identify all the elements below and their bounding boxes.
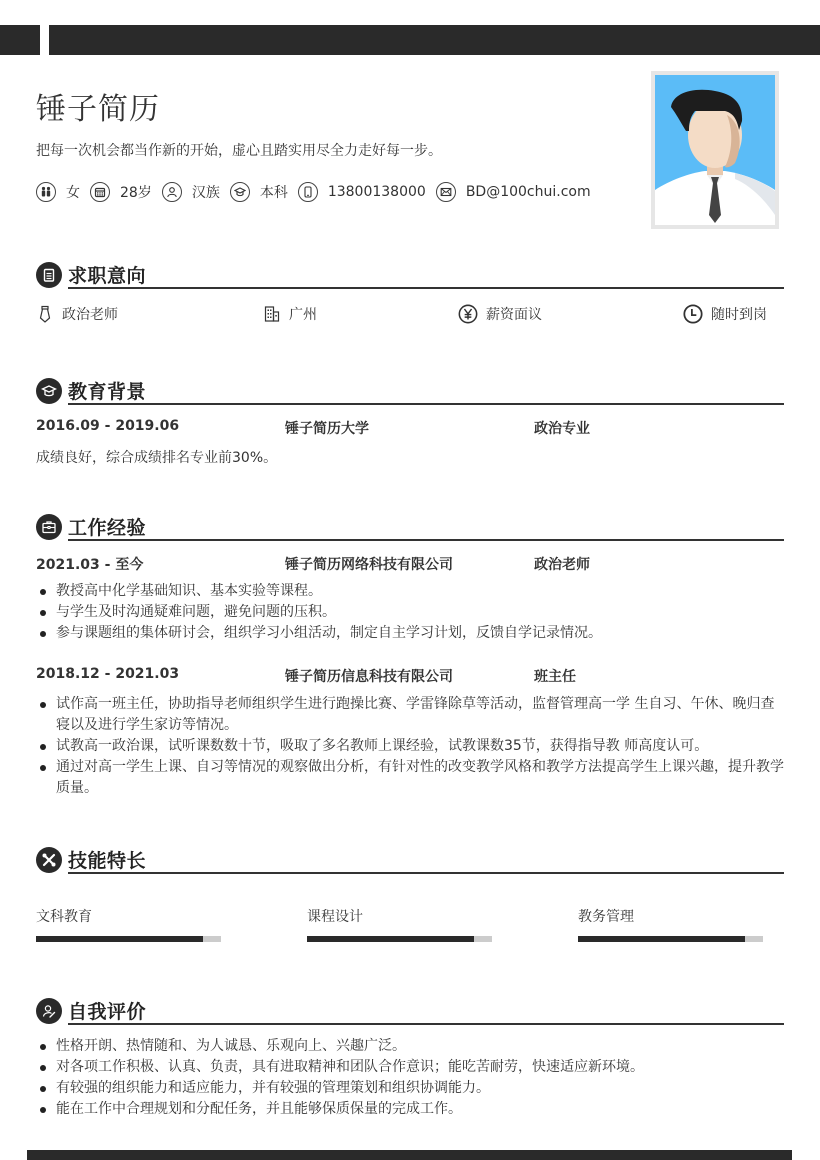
section-header-work [36, 514, 784, 544]
work-entry-header [36, 554, 784, 574]
section-title-intent: 求职意向 [68, 265, 147, 287]
education-school: 锤子简历大学 [285, 421, 369, 437]
tools-icon [36, 847, 62, 873]
briefcase-icon [36, 514, 62, 540]
list-item: 对各项工作积极、认真、负责，具有进取精神和团队合作意识；能吃苦耐劳，快速适应新环境。 [36, 1057, 788, 1078]
list-item: 试作高一班主任，协助指导老师组织学生进行跑操比赛、学雷锋除草等活动，监督管理高一学 生自习、午休、晚归查寝以及进行学生家访等情况。 [36, 694, 788, 736]
skill-item [307, 906, 493, 926]
education-description: 成绩良好，综合成绩排名专业前30%。 [36, 450, 278, 466]
list-item: 试教高一政治课，试听课数数十节，吸取了多名教师上课经验，试教课数35节，获得指导教 师高度认可。 [36, 736, 788, 757]
work-position: 班主任 [534, 669, 576, 685]
mail-icon [436, 182, 456, 202]
work-period: 2021.03 - 至今 [36, 557, 144, 573]
info-age-value: 28岁 [120, 185, 152, 201]
work-company: 锤子简历网络科技有限公司 [285, 557, 453, 573]
skill-item [36, 906, 222, 926]
personal-info-row [36, 181, 601, 203]
info-phone-value[interactable]: 13800138000 [327, 184, 426, 200]
calendar-icon [90, 182, 110, 202]
info-ethnicity-value: 汉族 [191, 185, 220, 201]
intent-city-value: 广州 [289, 307, 317, 323]
skill-progress-bar [36, 936, 221, 942]
info-age [90, 182, 152, 202]
skill-progress-bar [307, 936, 492, 942]
avatar-illustration [655, 75, 775, 225]
resume-motto: 把每一次机会都当作新的开始，虚心且踏实用尽全力走好每一步。 [36, 143, 442, 159]
list-item: 有较强的组织能力和适应能力，并有较强的管理策划和组织协调能力。 [36, 1078, 788, 1099]
skill-progress-fill [36, 936, 203, 942]
clock-icon [683, 304, 703, 324]
skill-item [578, 906, 764, 926]
bottom-decor-bar [27, 1150, 792, 1160]
section-header-self-eval [36, 998, 784, 1028]
info-gender-value: 女 [66, 185, 80, 201]
intent-city [263, 304, 317, 324]
skill-label: 课程设计 [307, 909, 363, 925]
skill-progress-bar [578, 936, 763, 942]
education-period: 2016.09 - 2019.06 [36, 418, 180, 434]
graduation-cap-icon [36, 378, 62, 404]
intent-salary-value: 薪资面议 [486, 307, 542, 323]
intent-salary [458, 304, 542, 324]
section-divider [68, 287, 784, 289]
list-item: 通过对高一学生上课、自习等情况的观察做出分析，有针对性的改变教学风格和教学方法提高学生上课兴趣，提升教学质量。 [36, 757, 788, 799]
work-position: 政治老师 [534, 557, 590, 573]
work-entry-header [36, 666, 784, 686]
info-gender [36, 182, 80, 202]
section-title-work: 工作经验 [68, 517, 147, 539]
user-edit-icon [36, 998, 62, 1024]
info-degree-value: 本科 [259, 185, 288, 201]
info-phone [298, 182, 426, 202]
intent-position [36, 304, 118, 324]
gender-icon [36, 182, 56, 202]
section-header-intent [36, 262, 784, 292]
section-title-skills: 技能特长 [68, 850, 147, 872]
section-title-self-eval: 自我评价 [68, 1001, 147, 1023]
person-icon [162, 182, 182, 202]
list-item: 性格开朗、热情随和、为人诚恳、乐观向上、兴趣广泛。 [36, 1036, 788, 1057]
skill-label: 文科教育 [36, 909, 92, 925]
work-period: 2018.12 - 2021.03 [36, 666, 180, 682]
info-email [436, 182, 591, 202]
section-divider [68, 872, 784, 874]
clipboard-icon [36, 262, 62, 288]
work-company: 锤子简历信息科技有限公司 [285, 669, 453, 685]
intent-availability [683, 304, 767, 324]
intent-position-value: 政治老师 [62, 307, 118, 323]
work-duties-list [36, 694, 788, 799]
list-item: 能在工作中合理规划和分配任务，并且能够保质保量的完成工作。 [36, 1099, 788, 1120]
yen-icon [458, 304, 478, 324]
work-duties-list [36, 581, 788, 644]
skill-label: 教务管理 [578, 909, 634, 925]
profile-photo [651, 71, 779, 229]
section-divider [68, 539, 784, 541]
resume-name: 锤子简历 [36, 92, 160, 127]
info-ethnicity [162, 182, 220, 202]
graduation-cap-icon [230, 182, 250, 202]
skill-progress-fill [307, 936, 474, 942]
section-divider [68, 1023, 784, 1025]
info-degree [230, 182, 288, 202]
info-email-value[interactable]: BD@100chui.com [465, 184, 591, 200]
list-item: 参与课题组的集体研讨会，组织学习小组活动，制定自主学习计划，反馈自学记录情况。 [36, 623, 788, 644]
top-decor-bar-left [0, 25, 40, 55]
section-divider [68, 403, 784, 405]
list-item: 教授高中化学基础知识、基本实验等课程。 [36, 581, 788, 602]
education-entry-header [36, 418, 784, 438]
job-intent-row [36, 304, 776, 326]
top-decor-bar-right [49, 25, 820, 55]
skill-progress-fill [578, 936, 745, 942]
building-icon [263, 305, 281, 323]
intent-availability-value: 随时到岗 [711, 307, 767, 323]
list-item: 与学生及时沟通疑难问题，避免问题的压积。 [36, 602, 788, 623]
tie-icon [36, 305, 54, 323]
phone-icon [298, 182, 318, 202]
section-title-education: 教育背景 [68, 381, 147, 403]
self-eval-list [36, 1036, 788, 1120]
section-header-skills [36, 847, 784, 877]
section-header-education [36, 378, 784, 408]
education-major: 政治专业 [534, 421, 590, 437]
